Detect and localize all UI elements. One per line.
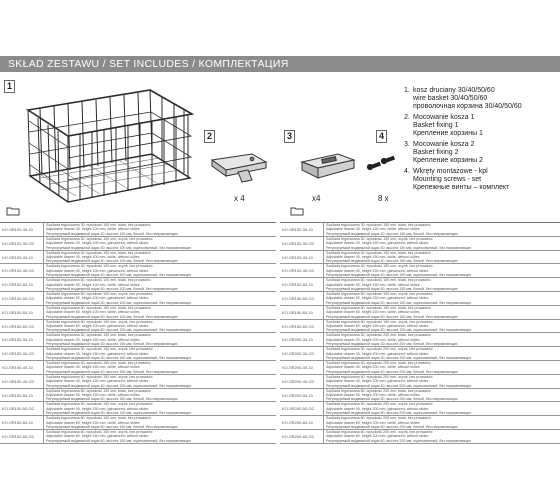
product-code: KO-SR100-30-10	[0, 223, 44, 236]
product-code: KO-SR200-50-OC	[280, 402, 324, 415]
description-en: Adjustable drawer 40, height 200 mm, galvanized, without slides	[326, 379, 429, 384]
product-description	[44, 264, 276, 277]
description-en: Adjustable drawer 50, height 150 mm, white, without slides	[326, 282, 420, 287]
table-row	[280, 402, 560, 416]
description-ru: Регулируемый выдвижной ящик 60, высота 100 мм, белый, без направляющих	[46, 314, 178, 319]
table-row	[0, 306, 276, 320]
description-pl: Szuflada regulowana 50, wysokość 100 mm, ocynk, bez prowadnic	[46, 291, 153, 296]
description-en: Adjustable drawer 60, height 100 mm, galvanized, without slides	[46, 323, 149, 328]
product-code: KO-SR100-50-OC	[0, 292, 44, 305]
description-en: Adjustable drawer 60, height 200 mm, white, without slides	[326, 420, 420, 425]
table-row	[0, 251, 276, 265]
part-item-1	[404, 87, 554, 111]
product-description	[44, 389, 276, 402]
product-description	[324, 347, 560, 360]
table-row	[0, 264, 276, 278]
table-row	[0, 402, 276, 416]
table-row	[0, 375, 276, 389]
description-ru: Регулируемый выдвижной ящик 50, высота 150 мм, оцинкованный, без направляющих	[46, 411, 192, 416]
product-code: KO-SR150-30-OC	[0, 347, 44, 360]
table-row	[0, 389, 276, 403]
table-row	[0, 292, 276, 306]
description-ru: Регулируемый выдвижной ящик 30, высота 150 мм, оцинкованный, без направляющих	[46, 355, 192, 360]
description-en: Adjustable drawer 60, height 100 mm, white, without slides	[46, 310, 140, 315]
description-pl: Szuflada regulowana 50, wysokość 100 mm, biała, bez prowadnic	[46, 278, 151, 283]
description-en: Adjustable drawer 30, height 100 mm, galvanized, without slides	[46, 241, 149, 246]
section-title: SKŁAD ZESTAWU / SET INCLUDES / КОМПЛЕКТАЦИЯ	[8, 58, 289, 70]
product-table-left	[0, 222, 276, 444]
description-ru: Регулируемый выдвижной ящик 60, высота 200 мм, белый, без направляющих	[326, 424, 458, 429]
product-code: KO-SR200-30-OC	[280, 347, 324, 360]
description-pl: Szuflada regulowana 40, wysokość 100 mm, ocynk, bez prowadnic	[46, 264, 153, 269]
product-code: KO-SR150-40-10	[280, 251, 324, 264]
description-ru: Регулируемый выдвижной ящик 50, высота 100 мм, белый, без направляющих	[46, 287, 178, 291]
description-pl: Szuflada regulowana 30, wysokość 200 mm, ocynk, bez prowadnic	[326, 347, 433, 352]
product-code: KO-SR150-30-10	[0, 333, 44, 346]
description-en: Adjustable drawer 40, height 150 mm, galvanized, without slides	[46, 379, 149, 384]
part-item-4	[404, 168, 554, 192]
qty-screws: 8 x	[378, 194, 389, 203]
product-description	[44, 223, 276, 236]
product-description	[324, 278, 560, 291]
product-code: KO-SR100-50-10	[0, 278, 44, 291]
table-row	[0, 416, 276, 430]
description-pl: Szuflada regulowana 40, wysokość 150 mm, ocynk, bez prowadnic	[326, 264, 433, 269]
description-pl: Szuflada regulowana 40, wysokość 150 mm, biała, bez prowadnic	[46, 360, 151, 365]
part-item-number: 2.	[404, 114, 410, 121]
description-pl: Szuflada regulowana 30, wysokość 200 mm, biała, bez prowadnic	[326, 333, 431, 338]
description-ru: Регулируемый выдвижной ящик 50, высота 100 мм, оцинкованный, без направляющих	[46, 300, 192, 305]
product-description	[324, 292, 560, 305]
product-code: KO-SR150-50-OC	[280, 292, 324, 305]
description-en: Adjustable drawer 30, height 150 mm, galvanized, without slides	[46, 351, 149, 356]
description-ru: Регулируемый выдвижной ящик 60, высота 150 мм, оцинкованный, без направляющих	[326, 328, 472, 333]
product-code: KO-SR150-40-OC	[280, 264, 324, 277]
description-ru: Регулируемый выдвижной ящик 60, высота 100 мм, оцинкованный, без направляющих	[46, 328, 192, 333]
part-number-2: 2	[204, 130, 215, 143]
product-description	[324, 264, 560, 277]
description-pl: Szuflada regulowana 40, wysokość 200 mm, biała, bez prowadnic	[326, 360, 431, 365]
description-ru: Регулируемый выдвижной ящик 50, высота 150 мм, белый, без направляющих	[46, 397, 178, 402]
description-en: Adjustable drawer 30, height 200 mm, white, without slides	[326, 337, 420, 342]
description-pl: Szuflada regulowana 50, wysokość 200 mm, ocynk, bez prowadnic	[326, 402, 433, 407]
table-row	[0, 278, 276, 292]
product-code: KO-SR150-60-OC	[280, 320, 324, 333]
part-item-line: Basket fixing 1	[413, 122, 459, 129]
product-code: KO-SR200-60-10	[280, 416, 324, 429]
product-description	[44, 306, 276, 319]
table-row	[0, 237, 276, 251]
table-row	[280, 320, 560, 334]
product-description	[324, 251, 560, 264]
product-description	[324, 416, 560, 429]
product-code: KO-SR200-50-10	[280, 389, 324, 402]
part-item-line: Mocowanie kosza 2	[413, 141, 475, 148]
product-code: KO-SR150-50-OC	[0, 402, 44, 415]
part-item-line: Mocowanie kosza 1	[413, 114, 475, 121]
product-description	[44, 320, 276, 333]
description-pl: Szuflada regulowana 50, wysokość 150 mm, biała, bez prowadnic	[46, 388, 151, 393]
description-en: Adjustable drawer 50, height 150 mm, galvanized, without slides	[326, 296, 429, 301]
description-ru: Регулируемый выдвижной ящик 40, высота 150 мм, белый, без направляющих	[46, 369, 178, 374]
product-description	[44, 292, 276, 305]
description-en: Adjustable drawer 40, height 100 mm, white, without slides	[46, 255, 140, 259]
product-description	[44, 347, 276, 360]
description-en: Adjustable drawer 30, height 200 mm, galvanized, without slides	[326, 351, 429, 356]
table-row	[0, 347, 276, 361]
description-pl: Szuflada regulowana 50, wysokość 150 mm, ocynk, bez prowadnic	[46, 402, 153, 407]
part-item-line: Крепление корзины 2	[413, 157, 483, 164]
product-description	[324, 306, 560, 319]
description-en: Adjustable drawer 50, height 200 mm, white, without slides	[326, 392, 420, 397]
description-pl: Szuflada regulowana 40, wysokość 150 mm, biała, bez prowadnic	[326, 250, 431, 255]
section-banner	[0, 56, 560, 72]
description-ru: Регулируемый выдвижной ящик 40, высота 150 мм, оцинкованный, без направляющих	[326, 273, 472, 278]
description-pl: Szuflada regulowana 60, wysokość 150 mm, ocynk, bez prowadnic	[326, 319, 433, 324]
table-row	[280, 251, 560, 265]
table-row	[0, 361, 276, 375]
description-en: Adjustable drawer 50, height 150 mm, galvanized, without slides	[46, 406, 149, 411]
description-pl: Szuflada regulowana 30, wysokość 100 mm, biała, bez prowadnic	[46, 223, 151, 227]
folder-icon	[290, 206, 304, 216]
parts-list	[404, 87, 554, 195]
part-number-1: 1	[4, 80, 15, 93]
screw-icon	[364, 154, 400, 180]
description-ru: Регулируемый выдвижной ящик 50, высота 150 мм, белый, без направляющих	[326, 287, 458, 291]
description-pl: Szuflada regulowana 50, wysokość 150 mm, biała, bez prowadnic	[326, 278, 431, 283]
product-description	[324, 430, 560, 443]
description-ru: Регулируемый выдвижной ящик 30, высота 100 мм, оцинкованный, без направляющих	[46, 245, 192, 250]
part-number-4: 4	[376, 130, 387, 143]
description-en: Adjustable drawer 40, height 150 mm, white, without slides	[326, 255, 420, 259]
qty-fixing-2: x4	[312, 194, 321, 203]
product-code: KO-SR100-60-10	[0, 306, 44, 319]
description-en: Adjustable drawer 50, height 150 mm, white, without slides	[46, 392, 140, 397]
description-en: Adjustable drawer 30, height 100 mm, white, without slides	[46, 227, 140, 232]
description-pl: Szuflada regulowana 60, wysokość 100 mm, biała, bez prowadnic	[46, 305, 151, 310]
description-ru: Регулируемый выдвижной ящик 60, высота 150 мм, оцинкованный, без направляющих	[46, 438, 192, 443]
description-ru: Регулируемый выдвижной ящик 30, высота 100 мм, белый, без направляющих	[46, 231, 178, 236]
product-description	[44, 375, 276, 388]
table-row	[280, 430, 560, 444]
description-en: Adjustable drawer 60, height 200 mm, galvanized, without slides	[326, 434, 429, 439]
description-ru: Регулируемый выдвижной ящик 40, высота 100 мм, оцинкованный, без направляющих	[46, 273, 192, 278]
part-item-line: Крепление корзины 1	[413, 130, 483, 137]
product-code: KO-SR200-60-OC	[280, 430, 324, 443]
table-row	[280, 278, 560, 292]
product-code: KO-SR200-30-10	[280, 333, 324, 346]
table-row	[280, 375, 560, 389]
description-ru: Регулируемый выдвижной ящик 30, высота 150 мм, оцинкованный, без направляющих	[326, 245, 472, 250]
product-code: KO-SR150-30-10	[280, 223, 324, 236]
product-code: KO-SR100-40-10	[0, 251, 44, 264]
description-pl: Szuflada regulowana 60, wysokość 100 mm, ocynk, bez prowadnic	[46, 319, 153, 324]
product-code: KO-SR200-40-OC	[280, 375, 324, 388]
product-code: KO-SR150-30-OC	[280, 237, 324, 250]
product-code: KO-SR150-40-OC	[0, 375, 44, 388]
description-pl: Szuflada regulowana 30, wysokość 150 mm, ocynk, bez prowadnic	[46, 347, 153, 352]
description-en: Adjustable drawer 60, height 150 mm, white, without slides	[326, 310, 420, 315]
description-en: Adjustable drawer 40, height 150 mm, galvanized, without slides	[326, 268, 429, 273]
part-item-number: 4.	[404, 168, 410, 175]
table-row	[280, 264, 560, 278]
product-description	[324, 389, 560, 402]
part-item-line: kosz druciany 30/40/50/60	[413, 87, 495, 94]
product-code: KO-SR150-40-10	[0, 361, 44, 374]
description-ru: Регулируемый выдвижной ящик 60, высота 150 мм, белый, без направляющих	[326, 314, 458, 319]
description-en: Adjustable drawer 50, height 100 mm, galvanized, without slides	[46, 296, 149, 301]
product-code: KO-SR150-50-10	[0, 389, 44, 402]
description-pl: Szuflada regulowana 60, wysokość 150 mm, biała, bez prowadnic	[46, 416, 151, 421]
description-pl: Szuflada regulowana 30, wysokość 100 mm, ocynk, bez prowadnic	[46, 236, 153, 241]
part-item-line: wire basket 30/40/50/60	[413, 95, 488, 102]
product-description	[44, 237, 276, 250]
description-pl: Szuflada regulowana 30, wysokość 150 mm, biała, bez prowadnic	[326, 223, 431, 227]
table-row	[280, 223, 560, 237]
description-ru: Регулируемый выдвижной ящик 50, высота 150 мм, оцинкованный, без направляющих	[326, 300, 472, 305]
product-description	[324, 333, 560, 346]
description-ru: Регулируемый выдвижной ящик 40, высота 150 мм, оцинкованный, без направляющих	[46, 383, 192, 388]
product-description	[324, 402, 560, 415]
part-number-3: 3	[284, 130, 295, 143]
description-pl: Szuflada regulowana 60, wysokość 200 mm, biała, bez prowadnic	[326, 416, 431, 421]
product-description	[44, 278, 276, 291]
table-row	[280, 347, 560, 361]
table-row	[0, 223, 276, 237]
description-ru: Регулируемый выдвижной ящик 40, высота 100 мм, белый, без направляющих	[46, 259, 178, 264]
product-description	[44, 416, 276, 429]
table-row	[0, 430, 276, 444]
product-code: KO-SR100-30-OC	[0, 237, 44, 250]
part-item-line: Mounting screws - set	[413, 176, 482, 183]
description-pl: Szuflada regulowana 30, wysokość 150 mm, ocynk, bez prowadnic	[326, 236, 433, 241]
product-description	[44, 333, 276, 346]
folder-icon	[6, 206, 20, 216]
product-code: KO-SR100-60-OC	[0, 320, 44, 333]
part-item-line: Wkręty montażowe - kpl	[413, 168, 488, 175]
description-pl: Szuflada regulowana 30, wysokość 150 mm, biała, bez prowadnic	[46, 333, 151, 338]
product-code: KO-SR150-60-OC	[0, 430, 44, 443]
table-row	[280, 237, 560, 251]
description-ru: Регулируемый выдвижной ящик 60, высота 150 мм, белый, без направляющих	[46, 424, 178, 429]
qty-fixing-1: x 4	[234, 194, 245, 203]
product-description	[324, 237, 560, 250]
description-en: Adjustable drawer 40, height 100 mm, galvanized, without slides	[46, 268, 149, 273]
description-ru: Регулируемый выдвижной ящик 40, высота 150 мм, белый, без направляющих	[326, 259, 458, 264]
table-row	[280, 306, 560, 320]
description-pl: Szuflada regulowana 50, wysokość 150 mm, ocynk, bez prowadnic	[326, 291, 433, 296]
product-code: KO-SR100-40-OC	[0, 264, 44, 277]
table-row	[280, 361, 560, 375]
description-ru: Регулируемый выдвижной ящик 40, высота 200 мм, белый, без направляющих	[326, 369, 458, 374]
description-en: Adjustable drawer 50, height 100 mm, white, without slides	[46, 282, 140, 287]
product-code: KO-SR150-50-10	[280, 278, 324, 291]
description-ru: Регулируемый выдвижной ящик 50, высота 200 мм, оцинкованный, без направляющих	[326, 411, 472, 416]
description-pl: Szuflada regulowana 40, wysokość 150 mm, ocynk, bez prowadnic	[46, 374, 153, 379]
part-item-line: Basket fixing 2	[413, 149, 459, 156]
description-ru: Регулируемый выдвижной ящик 50, высота 200 мм, белый, без направляющих	[326, 397, 458, 402]
product-description	[324, 223, 560, 236]
table-row	[0, 320, 276, 334]
description-ru: Регулируемый выдвижной ящик 30, высота 200 мм, белый, без направляющих	[326, 342, 458, 347]
part-item-number: 3.	[404, 141, 410, 148]
description-ru: Регулируемый выдвижной ящик 60, высота 200 мм, оцинкованный, без направляющих	[326, 438, 472, 443]
product-code: KO-SR150-60-10	[280, 306, 324, 319]
table-row	[280, 333, 560, 347]
basket-fixing-1-icon	[208, 150, 272, 188]
product-description	[44, 251, 276, 264]
description-en: Adjustable drawer 40, height 150 mm, white, without slides	[46, 365, 140, 370]
description-ru: Регулируемый выдвижной ящик 30, высота 150 мм, белый, без направляющих	[46, 342, 178, 347]
table-row	[0, 333, 276, 347]
wire-basket-icon	[20, 84, 200, 210]
description-en: Adjustable drawer 30, height 150 mm, white, without slides	[46, 337, 140, 342]
description-ru: Регулируемый выдвижной ящик 40, высота 200 мм, оцинкованный, без направляющих	[326, 383, 472, 388]
description-pl: Szuflada regulowana 60, wysokość 200 mm, ocynk, bez prowadnic	[326, 429, 433, 434]
description-en: Adjustable drawer 60, height 150 mm, white, without slides	[46, 420, 140, 425]
description-en: Adjustable drawer 40, height 200 mm, white, without slides	[326, 365, 420, 370]
part-item-line: проволочная корзина 30/40/50/60	[413, 103, 522, 110]
description-pl: Szuflada regulowana 50, wysokość 200 mm, biała, bez prowadnic	[326, 388, 431, 393]
description-en: Adjustable drawer 60, height 150 mm, galvanized, without slides	[326, 323, 429, 328]
part-item-line: Крепежные винты – комплект	[413, 184, 510, 191]
product-description	[44, 430, 276, 443]
product-code: KO-SR150-60-10	[0, 416, 44, 429]
description-pl: Szuflada regulowana 40, wysokość 200 mm, ocynk, bez prowadnic	[326, 374, 433, 379]
description-en: Adjustable drawer 60, height 150 mm, galvanized, without slides	[46, 434, 149, 439]
basket-fixing-2-icon	[298, 150, 360, 184]
description-en: Adjustable drawer 50, height 200 mm, galvanized, without slides	[326, 406, 429, 411]
description-en: Adjustable drawer 30, height 150 mm, white, without slides	[326, 227, 420, 232]
table-row	[280, 292, 560, 306]
description-pl: Szuflada regulowana 60, wysokość 150 mm, ocynk, bez prowadnic	[46, 429, 153, 434]
table-row	[280, 389, 560, 403]
product-description	[324, 320, 560, 333]
description-ru: Регулируемый выдвижной ящик 30, высота 150 мм, белый, без направляющих	[326, 231, 458, 236]
part-item-number: 1.	[404, 87, 410, 94]
description-pl: Szuflada regulowana 40, wysokość 100 mm, biała, bez prowadnic	[46, 250, 151, 255]
product-table-right	[280, 222, 560, 444]
product-description	[324, 361, 560, 374]
description-ru: Регулируемый выдвижной ящик 30, высота 200 мм, оцинкованный, без направляющих	[326, 355, 472, 360]
product-code: KO-SR200-40-10	[280, 361, 324, 374]
description-pl: Szuflada regulowana 60, wysokość 150 mm, biała, bez prowadnic	[326, 305, 431, 310]
product-description	[44, 361, 276, 374]
product-description	[44, 402, 276, 415]
part-item-3	[404, 141, 554, 165]
product-description	[324, 375, 560, 388]
table-row	[280, 416, 560, 430]
description-en: Adjustable drawer 30, height 150 mm, galvanized, without slides	[326, 241, 429, 246]
part-item-2	[404, 114, 554, 138]
